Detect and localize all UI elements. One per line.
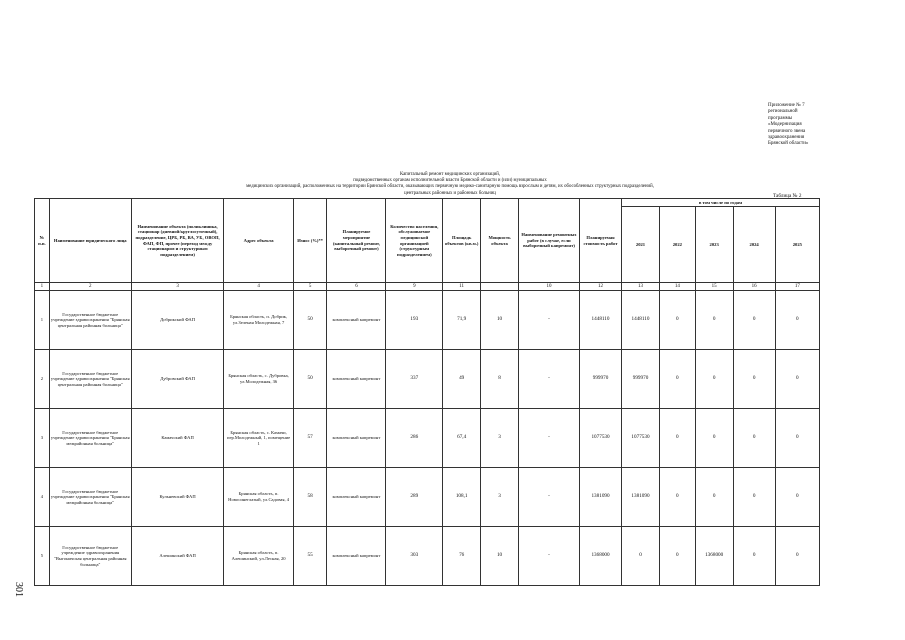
table-row (35, 291, 820, 350)
row-area: 67,4 (443, 409, 481, 468)
row-area: 108,1 (443, 468, 481, 527)
repair-table (34, 198, 820, 586)
column-number-row (35, 283, 820, 291)
heading-line: центральных районных и районных больниц (404, 190, 496, 196)
row-address: Брянская область, с. Камачи, пер.Молодежный, 1, помещение 1 (224, 409, 293, 468)
row-year-value: 1368000 (695, 527, 733, 586)
row-cost: 1368000 (579, 527, 621, 586)
row-wear: 58 (293, 468, 327, 527)
header-activity: Планируемое мероприятие (капитальный ремонт, выборочный ремонт) (327, 199, 386, 283)
column-number: 14 (659, 283, 695, 291)
column-number: 3 (131, 283, 224, 291)
table-row (35, 527, 820, 586)
annex-line: первичного звена (768, 128, 806, 134)
row-legal-name: Государственное бюджетное учреждение здравоохранения "Брянская центральная районная больница" (49, 291, 131, 350)
row-num: 3 (35, 409, 50, 468)
column-number: 13 (622, 283, 660, 291)
row-repair-works: - (518, 527, 579, 586)
heading-line: медицинских организаций, расположенных на территории Брянской области, оказывающих первичную медико-санитарную помощь взрослым и детям, их обособленных структурных подразделений, (246, 184, 654, 190)
header-area: Площадь объектов (кв.м.) (443, 199, 481, 283)
header-year: 2022 (659, 207, 695, 283)
table-row (35, 409, 820, 468)
row-num: 5 (35, 527, 50, 586)
row-capacity: 10 (481, 527, 519, 586)
row-year-value: 0 (775, 409, 819, 468)
row-object-name: Алешинский ФАП (131, 527, 224, 586)
header-address: Адрес объекта (224, 199, 293, 283)
row-object-name: Камачский ФАП (131, 409, 224, 468)
row-object-name: Дубровский ФАП (131, 350, 224, 409)
row-year-value: 0 (775, 527, 819, 586)
header-capacity: Мощность объекта (481, 199, 519, 283)
table-row (35, 468, 820, 527)
annex-line: здравоохранения (768, 135, 805, 141)
annex-line: программы (768, 115, 793, 121)
annex-line: «Модернизация (768, 122, 802, 128)
column-number: 5 (293, 283, 327, 291)
header-cost: Планируемая стоимость работ (579, 199, 621, 283)
row-year-value: 0 (695, 468, 733, 527)
row-legal-name: Государственное бюджетное учреждение здравоохранения "Выгоничская центральная районная больница" (49, 527, 131, 586)
column-number: 6 (327, 283, 386, 291)
row-year-value: 1448110 (622, 291, 660, 350)
row-legal-name: Государственное бюджетное учреждение здравоохранения "Брянская центральная районная больница" (49, 350, 131, 409)
row-object-name: Кульневский ФАП (131, 468, 224, 527)
column-number: 9 (386, 283, 443, 291)
annex-line: Брянской области» (768, 141, 809, 147)
annex-line: Приложение № 7 (768, 103, 805, 108)
document-heading (150, 172, 750, 197)
row-year-value: 0 (659, 291, 695, 350)
row-year-value: 0 (659, 350, 695, 409)
row-cost: 1077530 (579, 409, 621, 468)
row-year-value: 999970 (622, 350, 660, 409)
row-wear: 57 (293, 409, 327, 468)
page-number: 301 (13, 582, 24, 597)
header-num: № п.п. (35, 199, 50, 283)
column-number: 4 (224, 283, 293, 291)
row-activity: комплексный капремонт (327, 291, 386, 350)
row-wear: 55 (293, 527, 327, 586)
row-year-value: 0 (733, 527, 775, 586)
annex-note (768, 103, 878, 148)
row-num: 4 (35, 468, 50, 527)
row-address: Брянская область, п. Добрик, ул.Зеленая Молодежная, 7 (224, 291, 293, 350)
row-address: Брянская область, п. Новосинеглазый, ул.Садовая, 4 (224, 468, 293, 527)
column-number (481, 283, 519, 291)
column-number: 10 (518, 283, 579, 291)
row-population: 337 (386, 350, 443, 409)
row-legal-name: Государственное бюджетное учреждение здравоохранения "Брянская межрайонная больница" (49, 409, 131, 468)
row-year-value: 1381090 (622, 468, 660, 527)
row-year-value: 0 (659, 527, 695, 586)
row-year-value: 0 (733, 468, 775, 527)
row-year-value: 0 (775, 291, 819, 350)
row-num: 2 (35, 350, 50, 409)
row-wear: 50 (293, 350, 327, 409)
row-wear: 50 (293, 291, 327, 350)
row-capacity: 10 (481, 291, 519, 350)
column-number: 11 (443, 283, 481, 291)
row-year-value: 0 (659, 409, 695, 468)
row-repair-works: - (518, 409, 579, 468)
row-address: Брянская область, п. Алешинский, ул.Лесная, 20 (224, 527, 293, 586)
column-number: 17 (775, 283, 819, 291)
header-object-name: Наименование объекта (поликлиника, стационар (дневной/круглосуточный), подразделение, ЦРБ, РБ, ВА, УБ, ОВОП, ФАП, ФП, прочее (переход между стационаром и структурным подразделением) (131, 199, 224, 283)
header-population: Количество населения, обслуживаемое медицинской организацией (структурным подразделением) (386, 199, 443, 283)
row-year-value: 0 (733, 291, 775, 350)
row-capacity: 8 (481, 350, 519, 409)
heading-line: подведомственных органам исполнительной власти Брянской области и (или) муниципальных (353, 178, 547, 184)
table-row (35, 350, 820, 409)
row-population: 289 (386, 468, 443, 527)
header-year: 2025 (775, 207, 819, 283)
row-year-value: 0 (775, 468, 819, 527)
header-year: 2023 (695, 207, 733, 283)
column-number: 1 (35, 283, 50, 291)
row-year-value: 0 (733, 409, 775, 468)
row-year-value: 0 (695, 291, 733, 350)
row-year-value: 0 (775, 350, 819, 409)
row-year-value: 0 (622, 527, 660, 586)
row-population: 303 (386, 527, 443, 586)
row-area: 71,9 (443, 291, 481, 350)
row-capacity: 3 (481, 409, 519, 468)
header-year: 2024 (733, 207, 775, 283)
row-year-value: 0 (695, 350, 733, 409)
row-legal-name: Государственное бюджетное учреждение здравоохранения "Брянская межрайонная больница" (49, 468, 131, 527)
row-num: 1 (35, 291, 50, 350)
column-number: 2 (49, 283, 131, 291)
row-year-value: 1077530 (622, 409, 660, 468)
row-activity: комплексный капремонт (327, 409, 386, 468)
row-population: 286 (386, 409, 443, 468)
row-cost: 999970 (579, 350, 621, 409)
row-area: 76 (443, 527, 481, 586)
header-wear: Износ (%)** (293, 199, 327, 283)
row-object-name: Добрикский ФАП (131, 291, 224, 350)
header-repair-works: Наименование ремонтных работ (в случае, если выборочный капремонт) (518, 199, 579, 283)
table-label: Таблица № 2 (773, 193, 802, 199)
column-number: 16 (733, 283, 775, 291)
header-by-years: в том числе по годам (622, 199, 820, 207)
row-area: 49 (443, 350, 481, 409)
row-population: 193 (386, 291, 443, 350)
row-year-value: 0 (695, 409, 733, 468)
row-activity: комплексный капремонт (327, 350, 386, 409)
row-repair-works: - (518, 291, 579, 350)
column-number: 12 (579, 283, 621, 291)
row-cost: 1381090 (579, 468, 621, 527)
row-year-value: 0 (659, 468, 695, 527)
header-legal-name: Наименование юридического лица (49, 199, 131, 283)
annex-line: региональной (768, 109, 798, 115)
row-cost: 1448110 (579, 291, 621, 350)
row-capacity: 3 (481, 468, 519, 527)
row-repair-works: - (518, 350, 579, 409)
row-year-value: 0 (733, 350, 775, 409)
row-repair-works: - (518, 468, 579, 527)
row-address: Брянская область, с. Дубровка, ул.Молодежная, 36 (224, 350, 293, 409)
heading-line: Капитальный ремонт медицинских организаций, (399, 172, 500, 177)
column-number: 15 (695, 283, 733, 291)
row-activity: комплексный капремонт (327, 468, 386, 527)
header-year: 2021 (622, 207, 660, 283)
row-activity: комплексный капремонт (327, 527, 386, 586)
